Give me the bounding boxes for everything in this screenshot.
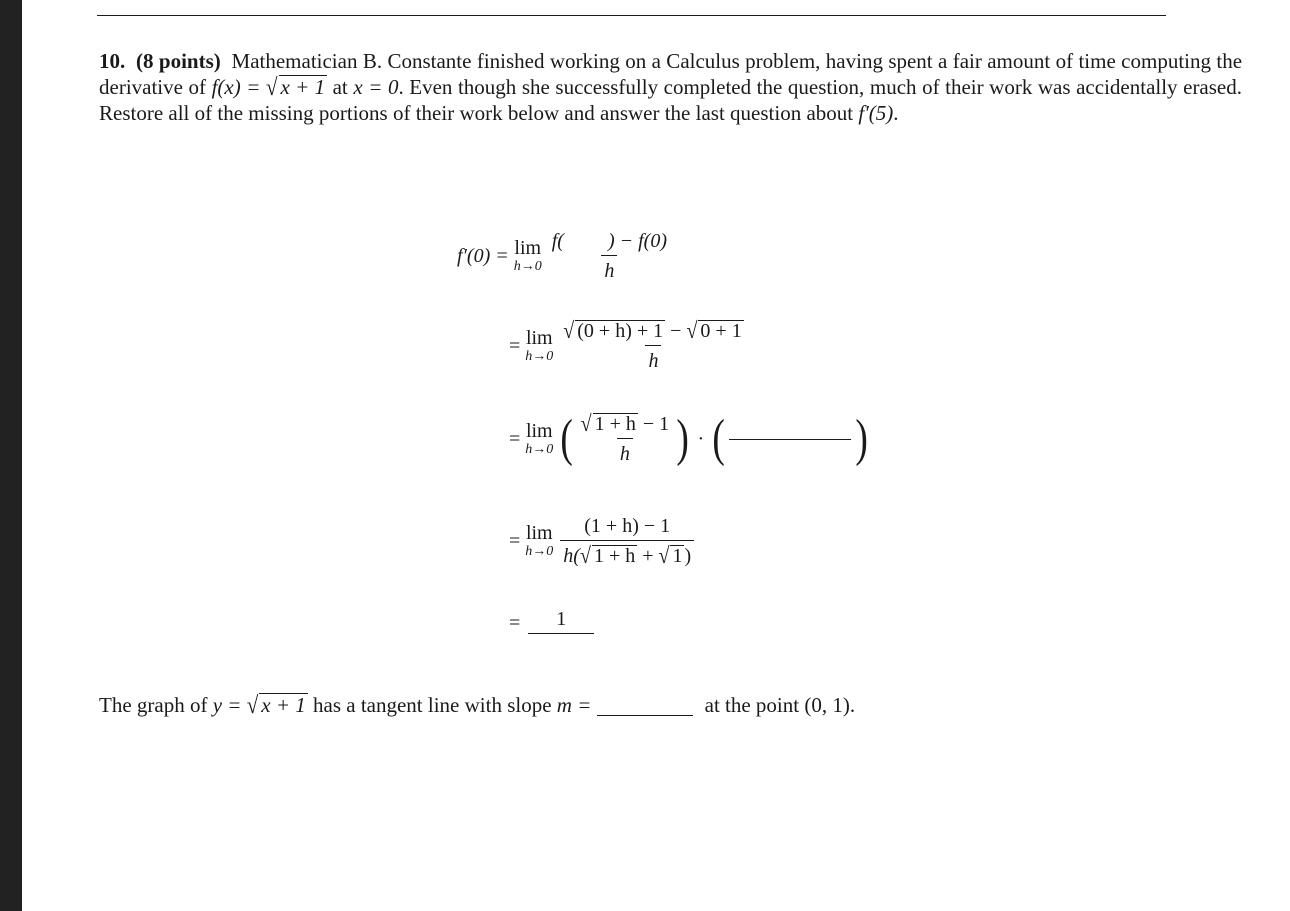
derivation-step-3: = lim h→0 ( $\frac{√ 1 + h - 1}{h}$ ) · ( ): [509, 410, 869, 467]
problem-statement: [99, 48, 1242, 126]
sqrt-x-plus-1: √ x + 1: [246, 691, 306, 719]
limit-operator: lim h→0: [513, 237, 542, 274]
difference-quotient: $\frac{f( ) - f(0)}{h}$: [551, 230, 668, 282]
top-rule: [97, 15, 1166, 16]
final-fraction[interactable]: 1: [528, 608, 594, 638]
step-4-fraction: $\frac{(1 + h) - 1}{h(√ 1 + h + √ 1 )}$: [560, 515, 694, 567]
derivation-step-4: = lim h→0 $\frac{(1 + h) - 1}{h(√ 1 + h + √ 1 )}$: [509, 515, 696, 567]
problem-text-4: .: [893, 101, 899, 125]
derivation-step-5: = 1: [509, 608, 596, 638]
step-3-fraction: $\frac{√ 1 + h - 1}{h}$: [580, 411, 670, 465]
step-2-fraction: $\frac{√ (0 + h) + 1 - √ 0 + 1}{h}$: [563, 318, 742, 372]
problem-text-3: . Even though she successfully completed the question, much of their work was accidentally erased. Restore all of the missing portions of their work below and answer the last question about: [99, 75, 1242, 125]
derivation-step-1: [457, 230, 672, 282]
problem-text-1: Mathematician B. Constante finished working on a Calculus problem, having spent a fair amount of time computing the derivative of: [99, 49, 1243, 99]
limit-operator: lim h→0: [525, 522, 554, 559]
sqrt-x-plus-1: √ x + 1: [266, 73, 326, 101]
derivation-step-2: = lim h→0 $\frac{√ (0 + h) + 1 - √ 0 + 1}{h}$: [509, 320, 749, 372]
at-expr: x = 0: [353, 75, 399, 99]
problem-points: (8 points): [136, 49, 221, 73]
problem-number: 10.: [99, 49, 126, 73]
function-expr: f(x) =: [211, 75, 267, 99]
slope-answer-blank[interactable]: [597, 715, 693, 716]
tangent-slope-question: The graph of y = √ x + 1 has a tangent line with slope m = at the point (0, 1).: [99, 691, 856, 719]
limit-operator: lim h→0: [525, 420, 554, 457]
problem-text-2: at: [327, 75, 354, 99]
lhs-f-prime-0: f′(0) =: [457, 244, 509, 267]
erased-conjugate-fraction[interactable]: [729, 416, 851, 462]
left-edge-bar: [0, 0, 22, 911]
f-prime-5: f′(5): [858, 101, 894, 125]
limit-operator: lim h→0: [525, 327, 554, 364]
